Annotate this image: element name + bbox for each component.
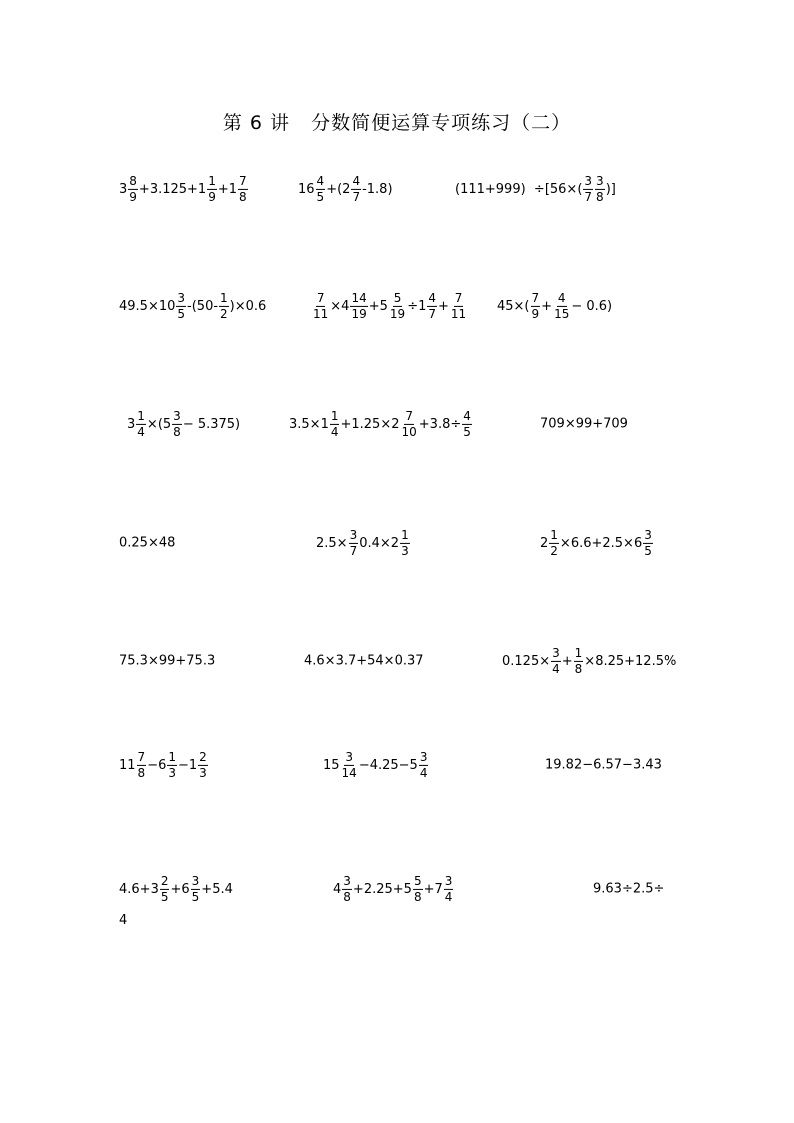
fraction xyxy=(531,292,541,320)
problem-p21 xyxy=(593,883,664,896)
expression-text: (111+999) ÷[56×( xyxy=(455,181,583,197)
denominator: 2 xyxy=(220,306,228,321)
fraction xyxy=(349,529,359,557)
problem-p04 xyxy=(119,292,266,320)
numerator: 3 xyxy=(584,173,593,188)
expression-text: ×8.25+12.5% xyxy=(584,653,677,669)
denominator: 11 xyxy=(313,306,329,321)
expression-text: + xyxy=(561,653,573,669)
denominator: 7 xyxy=(584,189,593,204)
numerator: 4 xyxy=(557,290,566,305)
denominator: 8 xyxy=(343,889,351,904)
problem-p20 xyxy=(333,875,454,903)
expression-text: 0.125× xyxy=(502,653,551,669)
numerator: 5 xyxy=(393,290,402,305)
denominator: 8 xyxy=(239,189,247,204)
fraction xyxy=(574,647,584,675)
fraction xyxy=(330,410,340,438)
numerator: 3 xyxy=(173,408,181,423)
numerator: 1 xyxy=(168,749,176,764)
fraction xyxy=(400,529,410,557)
expression-text: 16 xyxy=(298,181,315,197)
expression-text: +3.8÷ xyxy=(418,416,462,432)
problem-p03 xyxy=(455,175,616,203)
expression-text: 0.4×2 xyxy=(359,535,400,551)
denominator: 5 xyxy=(463,424,471,439)
numerator: 5 xyxy=(413,873,422,888)
fraction xyxy=(419,751,429,779)
denominator: 9 xyxy=(129,189,137,204)
numerator: 3 xyxy=(191,873,200,888)
numerator: 3 xyxy=(444,873,453,888)
numerator: 7 xyxy=(316,290,325,305)
numerator: 3 xyxy=(419,749,428,764)
expression-text: +1 xyxy=(217,181,238,197)
fraction xyxy=(316,175,326,203)
expression-text: 3 xyxy=(119,181,128,197)
fraction xyxy=(413,875,423,903)
numerator: 3 xyxy=(552,645,560,660)
fraction xyxy=(389,292,406,320)
fraction xyxy=(643,529,653,557)
wrapped-line: 4 xyxy=(119,913,128,928)
numerator: 8 xyxy=(129,173,137,188)
expression-text: 709×99+709 xyxy=(540,416,628,432)
problem-p01 xyxy=(119,175,249,203)
problem-p10 xyxy=(119,537,175,550)
fraction xyxy=(167,751,177,779)
expression-text: ×6.6+2.5×6 xyxy=(559,535,643,551)
denominator: 19 xyxy=(389,306,406,321)
expression-text: −6 xyxy=(147,757,167,773)
denominator: 8 xyxy=(173,424,181,439)
denominator: 7 xyxy=(428,306,436,321)
numerator: 4 xyxy=(316,173,325,188)
numerator: 7 xyxy=(137,749,146,764)
expression-text: 4 xyxy=(333,881,342,897)
denominator: 5 xyxy=(316,189,325,204)
expression-text: − 5.375) xyxy=(182,416,241,432)
problem-p08 xyxy=(289,410,473,438)
numerator: 7 xyxy=(531,290,540,305)
expression-text: + xyxy=(541,298,553,314)
fraction xyxy=(450,292,467,320)
denominator: 5 xyxy=(160,889,169,904)
denominator: 4 xyxy=(137,424,145,439)
problem-p17 xyxy=(323,751,429,779)
numerator: 2 xyxy=(199,749,207,764)
denominator: 3 xyxy=(168,765,176,780)
expression-text: + xyxy=(438,298,449,314)
problem-p06 xyxy=(497,292,612,320)
fraction xyxy=(176,292,186,320)
problem-p18 xyxy=(545,759,662,772)
fraction xyxy=(312,292,329,320)
expression-text: − 0.6) xyxy=(571,298,613,314)
expression-text: +6 xyxy=(170,881,190,897)
expression-text: 49.5×10 xyxy=(119,298,176,314)
denominator: 11 xyxy=(450,306,467,321)
fraction xyxy=(191,875,201,903)
expression-text: 3.5×1 xyxy=(289,416,329,432)
expression-text: 4.6×3.7+54×0.37 xyxy=(304,653,424,669)
fraction xyxy=(549,529,559,557)
expression-text: +7 xyxy=(423,881,443,897)
expression-text: )] xyxy=(605,181,616,197)
fraction xyxy=(551,647,561,675)
fraction xyxy=(160,875,170,903)
numerator: 1 xyxy=(220,290,228,305)
fraction xyxy=(172,410,182,438)
expression-text: -1.8) xyxy=(362,181,393,197)
denominator: 15 xyxy=(554,306,570,321)
denominator: 9 xyxy=(531,306,540,321)
problem-p19 xyxy=(119,875,233,903)
expression-text: +1.25×2 xyxy=(340,416,400,432)
numerator: 2 xyxy=(160,873,169,888)
expression-text: 4.6+3 xyxy=(119,881,159,897)
fraction xyxy=(136,410,146,438)
expression-text: ×4 xyxy=(330,298,350,314)
problem-p02 xyxy=(298,175,393,203)
expression-text: 2.5× xyxy=(316,535,348,551)
expression-text: 2 xyxy=(540,535,549,551)
denominator: 9 xyxy=(208,189,216,204)
denominator: 3 xyxy=(199,765,207,780)
fraction xyxy=(462,410,472,438)
expression-text: −1 xyxy=(178,757,198,773)
expression-text: −4.25−5 xyxy=(358,757,418,773)
numerator: 7 xyxy=(239,173,247,188)
expression-text: ×(5 xyxy=(146,416,172,432)
numerator: 1 xyxy=(137,408,145,423)
denominator: 4 xyxy=(330,424,339,439)
expression-text: )×0.6 xyxy=(229,298,267,314)
denominator: 14 xyxy=(341,765,357,780)
numerator: 4 xyxy=(352,173,361,188)
fraction xyxy=(128,175,138,203)
expression-text: +(2 xyxy=(326,181,351,197)
fraction xyxy=(219,292,229,320)
problem-p07 xyxy=(127,410,240,438)
denominator: 5 xyxy=(191,889,200,904)
denominator: 2 xyxy=(550,543,558,558)
fraction xyxy=(341,751,358,779)
numerator: 14 xyxy=(351,290,367,305)
problem-p05 xyxy=(311,292,468,320)
denominator: 4 xyxy=(419,765,428,780)
expression-text: +3.125+1 xyxy=(138,181,207,197)
fraction xyxy=(342,875,352,903)
denominator: 7 xyxy=(352,189,361,204)
problem-p09 xyxy=(540,418,628,431)
problem-p16 xyxy=(119,751,209,779)
fraction xyxy=(351,175,361,203)
expression-text: 75.3×99+75.3 xyxy=(119,653,216,669)
expression-text: +5.4 xyxy=(201,881,233,897)
denominator: 10 xyxy=(401,424,417,439)
denominator: 7 xyxy=(349,543,358,558)
denominator: 5 xyxy=(177,306,186,321)
problem-p12 xyxy=(540,529,654,557)
denominator: 3 xyxy=(401,543,409,558)
numerator: 4 xyxy=(463,408,471,423)
denominator: 4 xyxy=(552,661,560,676)
denominator: 8 xyxy=(574,661,583,676)
fraction xyxy=(427,292,437,320)
numerator: 3 xyxy=(345,749,353,764)
numerator: 1 xyxy=(401,527,409,542)
denominator: 8 xyxy=(137,765,146,780)
problem-p11 xyxy=(316,529,411,557)
fraction xyxy=(595,175,605,203)
numerator: 3 xyxy=(177,290,186,305)
expression-text: 15 xyxy=(323,757,340,773)
expression-text: +2.25+5 xyxy=(352,881,412,897)
page-title: 第 6 讲 分数简便运算专项练习（二） xyxy=(222,112,572,134)
numerator: 1 xyxy=(550,527,558,542)
fraction xyxy=(583,175,593,203)
expression-text: ÷1 xyxy=(407,298,427,314)
denominator: 5 xyxy=(644,543,652,558)
denominator: 8 xyxy=(596,189,604,204)
expression-text: 0.25×48 xyxy=(119,535,176,551)
expression-text: +5 xyxy=(368,298,388,314)
numerator: 3 xyxy=(343,873,351,888)
problem-p15 xyxy=(502,647,676,675)
denominator: 4 xyxy=(444,889,453,904)
fraction xyxy=(207,175,217,203)
fraction xyxy=(444,875,454,903)
numerator: 3 xyxy=(349,527,358,542)
expression-text: 11 xyxy=(119,757,136,773)
denominator: 19 xyxy=(351,306,367,321)
numerator: 3 xyxy=(644,527,652,542)
fraction xyxy=(137,751,147,779)
numerator: 4 xyxy=(428,290,436,305)
fraction xyxy=(350,292,367,320)
fraction xyxy=(198,751,208,779)
numerator: 1 xyxy=(208,173,216,188)
fraction xyxy=(553,292,570,320)
problem-p14 xyxy=(304,655,424,668)
expression-text: 3 xyxy=(127,416,136,432)
expression-text: 19.82−6.57−3.43 xyxy=(545,757,662,773)
denominator: 8 xyxy=(413,889,422,904)
expression-text: 45×( xyxy=(497,298,530,314)
expression-text: 9.63÷2.5÷ xyxy=(593,881,665,897)
numerator: 1 xyxy=(574,645,583,660)
fraction xyxy=(238,175,248,203)
numerator: 7 xyxy=(454,290,463,305)
expression-text: -(50- xyxy=(187,298,219,314)
numerator: 7 xyxy=(405,408,413,423)
numerator: 1 xyxy=(330,408,339,423)
fraction xyxy=(401,410,418,438)
problem-p13 xyxy=(119,655,215,668)
numerator: 3 xyxy=(596,173,604,188)
